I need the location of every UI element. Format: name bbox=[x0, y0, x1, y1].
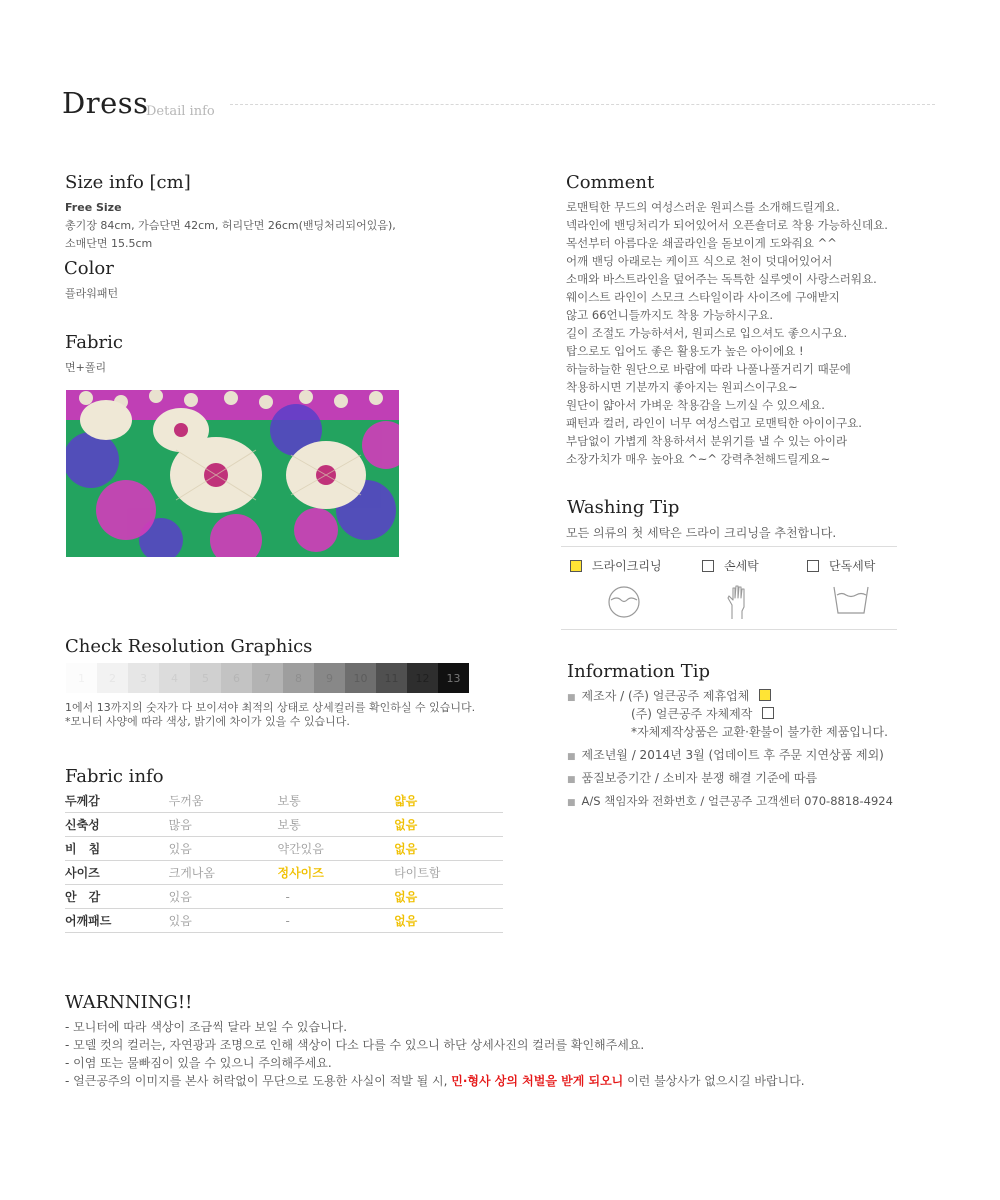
warning-line-4 bbox=[65, 1072, 805, 1090]
resolution-cell: 12 bbox=[407, 663, 438, 693]
comment-line: 소장가치가 매우 높아요 ^~^ 강력추천해드릴게요~ bbox=[566, 452, 831, 466]
cell: 타이트함 bbox=[394, 861, 503, 885]
cell: 보통 bbox=[278, 789, 395, 813]
cell: - bbox=[278, 885, 395, 909]
cell-selected: 얇음 bbox=[394, 789, 503, 813]
title-divider bbox=[230, 104, 935, 105]
hand-wash-icon bbox=[725, 583, 749, 621]
checkbox-checked-icon bbox=[570, 560, 582, 572]
warning-line: - 이염 또는 물빠짐이 있을 수 있으니 주의해주세요. bbox=[65, 1056, 332, 1070]
checkbox-unchecked-icon bbox=[807, 560, 819, 572]
row-label: 안 감 bbox=[65, 885, 169, 909]
dry-clean-icon bbox=[607, 585, 641, 619]
info-warranty-text: 품질보증기간 / 소비자 분쟁 해결 기준에 따름 bbox=[581, 771, 818, 785]
row-label: 어깨패드 bbox=[65, 909, 169, 933]
comment-line: 웨이스트 라인이 스모크 스타일이라 사이즈에 구애받지 bbox=[566, 290, 840, 304]
washing-heading: Washing Tip bbox=[567, 497, 680, 518]
warning-line-text: - 얼큰공주의 이미지를 본사 허락없이 무단으로 도용한 사실이 적발 될 시, bbox=[65, 1074, 452, 1088]
color-value: 플라워패턴 bbox=[65, 287, 119, 300]
resolution-cell: 8 bbox=[283, 663, 314, 693]
comment-line: 패턴과 컬러, 라인이 너무 여성스럽고 로맨틱한 아이이구요. bbox=[566, 416, 862, 430]
size-line-1: 총기장 84cm, 가슴단면 42cm, 허리단면 26cm(밴딩처리되어있음), bbox=[65, 219, 396, 232]
table-row bbox=[65, 909, 503, 933]
fabric-info-table bbox=[65, 789, 503, 933]
info-contact bbox=[567, 792, 893, 812]
size-label: Free Size bbox=[65, 201, 122, 214]
cell: 있음 bbox=[169, 909, 278, 933]
comment-body bbox=[566, 198, 986, 468]
table-row bbox=[65, 813, 503, 837]
info-contact-text: A/S 책임자와 전화번호 / 얼큰공주 고객센터 070-8818-4924 bbox=[581, 794, 893, 808]
table-row bbox=[65, 837, 503, 861]
comment-line: 하늘하늘한 원단으로 바람에 따라 나풀나풀거리기 때문에 bbox=[566, 362, 851, 376]
comment-line: 로맨틱한 무드의 여성스러운 원피스를 소개해드릴게요. bbox=[566, 200, 840, 214]
washing-option-label: 단독세탁 bbox=[829, 559, 876, 573]
cell-selected: 없음 bbox=[394, 885, 503, 909]
resolution-cell: 13 bbox=[438, 663, 469, 693]
cell: 약간있음 bbox=[278, 837, 395, 861]
info-date-text: 제조년월 / 2014년 3월 (업데이트 후 주문 지연상품 제외) bbox=[581, 748, 884, 762]
info-maker bbox=[567, 687, 771, 707]
resolution-cell: 5 bbox=[190, 663, 221, 693]
comment-line: 소매와 바스트라인을 덮어주는 독특한 실루엣이 사랑스러워요. bbox=[566, 272, 877, 286]
cell: 있음 bbox=[169, 885, 278, 909]
fabric-heading: Fabric bbox=[65, 332, 123, 353]
info-date bbox=[567, 746, 884, 766]
bullet-icon: ■ bbox=[567, 693, 576, 703]
fabric-info-heading: Fabric info bbox=[65, 766, 164, 787]
table-row bbox=[65, 885, 503, 909]
cell-selected: 없음 bbox=[394, 837, 503, 861]
info-maker-alt bbox=[631, 705, 774, 723]
cell: 보통 bbox=[278, 813, 395, 837]
table-row bbox=[65, 789, 503, 813]
warning-emphasis: 민·형사 상의 처벌을 받게 되오니 bbox=[451, 1074, 624, 1088]
resolution-cell: 3 bbox=[128, 663, 159, 693]
info-warranty bbox=[567, 769, 817, 789]
comment-line: 목선부터 아름다운 쇄골라인을 돋보이게 도와줘요 ^^ bbox=[566, 236, 837, 250]
page-title: Dress bbox=[62, 86, 149, 120]
fabric-value: 면+폴리 bbox=[65, 361, 107, 374]
warning-heading: WARNNING!! bbox=[65, 992, 193, 1013]
washing-options bbox=[561, 546, 897, 630]
bullet-icon: ■ bbox=[567, 752, 576, 762]
washing-option-hand bbox=[702, 557, 759, 574]
resolution-cell: 11 bbox=[376, 663, 407, 693]
row-label: 비 침 bbox=[65, 837, 169, 861]
resolution-cell: 4 bbox=[159, 663, 190, 693]
resolution-heading: Check Resolution Graphics bbox=[65, 636, 313, 657]
comment-line: 넥라인에 밴딩처리가 되어있어서 오픈숄더로 착용 가능하신데요. bbox=[566, 218, 888, 232]
row-label: 신축성 bbox=[65, 813, 169, 837]
warning-line: - 모델 컷의 컬러는, 자연광과 조명으로 인해 색상이 다소 다를 수 있으니 하단 상세사진의 컬러를 확인해주세요. bbox=[65, 1038, 645, 1052]
resolution-cell: 10 bbox=[345, 663, 376, 693]
cell: 있음 bbox=[169, 837, 278, 861]
warning-line: - 모니터에 따라 색상이 조금씩 달라 보일 수 있습니다. bbox=[65, 1020, 348, 1034]
washing-note: 모든 의류의 첫 세탁은 드라이 크리닝을 추천합니다. bbox=[566, 526, 837, 540]
info-maker-alt-label: (주) 얼큰공주 자체제작 bbox=[631, 707, 753, 721]
cell: 크게나옴 bbox=[169, 861, 278, 885]
comment-line: 원단이 얇아서 가벼운 착용감을 느끼실 수 있으세요. bbox=[566, 398, 825, 412]
checkbox-unchecked-icon bbox=[702, 560, 714, 572]
cell: 많음 bbox=[169, 813, 278, 837]
cell-selected: 정사이즈 bbox=[278, 861, 395, 885]
comment-heading: Comment bbox=[566, 172, 655, 193]
checkbox-unchecked-icon bbox=[762, 707, 774, 719]
bullet-icon: ■ bbox=[567, 775, 576, 785]
bullet-icon: ■ bbox=[567, 798, 576, 808]
comment-line: 않고 66언니들까지도 착용 가능하시구요. bbox=[566, 308, 773, 322]
resolution-cell: 7 bbox=[252, 663, 283, 693]
resolution-cell: 2 bbox=[97, 663, 128, 693]
comment-line: 부담없이 가볍게 착용하셔서 분위기를 낼 수 있는 아이라 bbox=[566, 434, 848, 448]
resolution-gradient bbox=[66, 663, 469, 693]
comment-line: 어깨 밴딩 아래로는 케이프 식으로 천이 덧대어있어서 bbox=[566, 254, 833, 268]
resolution-note-1: 1에서 13까지의 숫자가 다 보이셔야 최적의 상태로 상세컬러를 확인하실 수 있습니다. bbox=[65, 701, 476, 714]
page-subtitle: Detail info bbox=[146, 104, 215, 119]
washing-option-solo bbox=[807, 557, 875, 574]
washing-option-label: 드라이크리닝 bbox=[592, 559, 662, 573]
color-heading: Color bbox=[64, 258, 114, 279]
washing-option-label: 손세탁 bbox=[724, 559, 759, 573]
wash-tub-icon bbox=[832, 583, 870, 617]
warning-body bbox=[65, 1018, 805, 1090]
information-heading: Information Tip bbox=[567, 661, 711, 682]
resolution-cell: 9 bbox=[314, 663, 345, 693]
comment-line: 길이 조절도 가능하셔서, 원피스로 입으셔도 좋으시구요. bbox=[566, 326, 848, 340]
washing-option-dry bbox=[570, 557, 662, 574]
fabric-swatch-image bbox=[66, 390, 399, 557]
info-maker-label: 제조자 / (주) 얼큰공주 제휴업체 bbox=[581, 689, 750, 703]
comment-line: 착용하시면 기분까지 좋아지는 원피스이구요~ bbox=[566, 380, 798, 394]
table-row bbox=[65, 861, 503, 885]
cell-selected: 없음 bbox=[394, 909, 503, 933]
row-label: 사이즈 bbox=[65, 861, 169, 885]
resolution-note-2: *모니터 사양에 따라 색상, 밝기에 차이가 있을 수 있습니다. bbox=[65, 715, 350, 728]
info-maker-note: *자체제작상품은 교환·환불이 불가한 제품입니다. bbox=[631, 725, 888, 739]
row-label: 두께감 bbox=[65, 789, 169, 813]
resolution-cell: 1 bbox=[66, 663, 97, 693]
size-info-heading: Size info [cm] bbox=[65, 172, 191, 193]
checkbox-checked-icon bbox=[759, 689, 771, 701]
cell-selected: 없음 bbox=[394, 813, 503, 837]
comment-line: 탑으로도 입어도 좋은 활용도가 높은 아이에요 ! bbox=[566, 344, 804, 358]
resolution-cell: 6 bbox=[221, 663, 252, 693]
cell: 두꺼움 bbox=[169, 789, 278, 813]
warning-line-text: 이런 불상사가 없으시길 바랍니다. bbox=[623, 1074, 805, 1088]
size-line-2: 소매단면 15.5cm bbox=[65, 237, 153, 250]
cell: - bbox=[278, 909, 395, 933]
